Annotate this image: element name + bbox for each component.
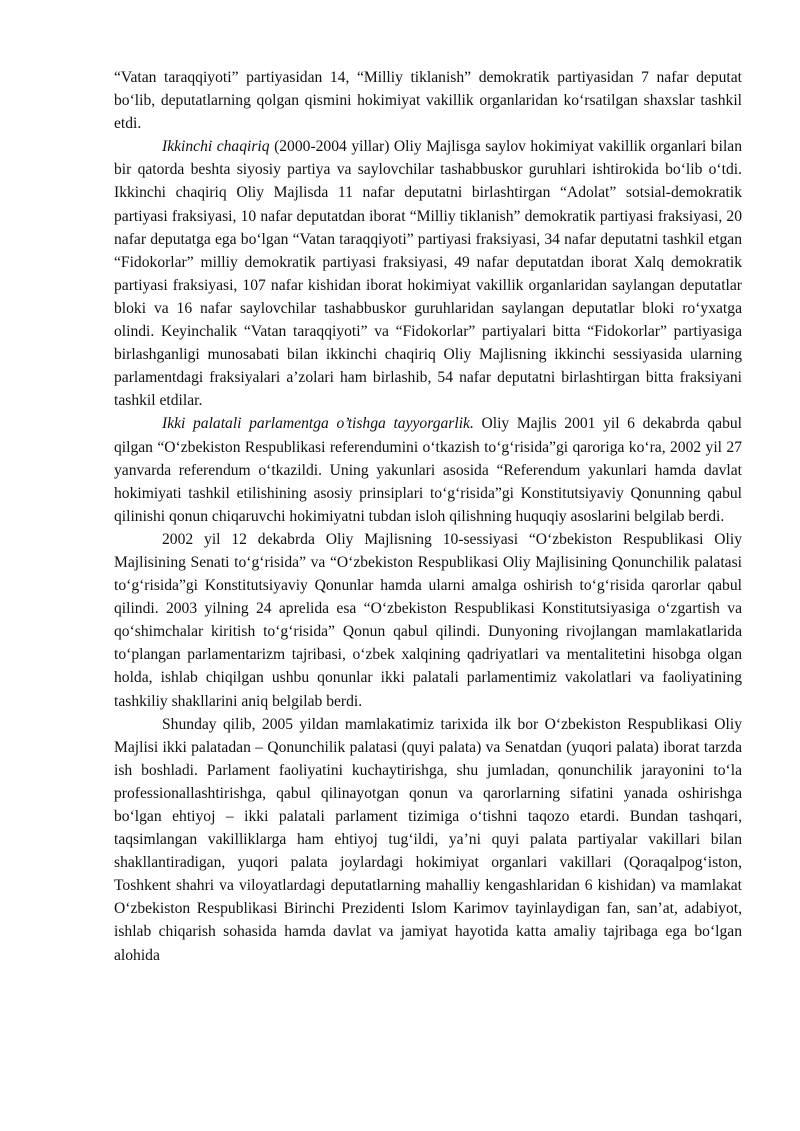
paragraph-3-lead: Ikki palatali parlamentga o’tishga tayyorgarlik.: [162, 415, 474, 433]
paragraph-2: [114, 135, 742, 412]
paragraph-4-text: 2002 yil 12 dekabrda Oliy Majlisning 10-sessiyasi “Oʻzbekiston Respublikasi Oliy Majlisining Senati toʻgʻrisida” va “Oʻzbekiston Respublikasi Oliy Majlisining Qonunchilik palatasi toʻgʻrisida”gi Konstitutsiyaviy Qonunlar hamda ularni amalga oshirish toʻgʻrisida qarorlar qabul qilindi. 2003 yilning 24 aprelida esa “Oʻzbekiston Respublikasi Konstitutsiyasiga oʻzgartish va qoʻshimchalar kiritish toʻgʻrisida” Qonun qabul qilindi. Dunyoning rivojlangan mamlakatlarida toʻplangan parlamentarizm tajribasi, oʻzbek xalqining qadriyatlari va mentalitetini hisobga olgan holda, ishlab chiqilgan ushbu qonunlar ikki palatali parlamentimiz vakolatlari va faoliyatining tashkiliy shakllarini aniq belgilab berdi.: [114, 530, 742, 710]
paragraph-1-text: “Vatan taraqqiyoti” partiyasidan 14, “Milliy tiklanish” demokratik partiyasidan 7 nafar deputat boʻlib, deputatlarning qolgan qismini hokimiyat vakillik organlaridan koʻrsatilgan shaxslar tashkil etdi.: [114, 69, 742, 133]
paragraph-2-text: (2000-2004 yillar) Oliy Majlisga saylov hokimiyat vakillik organlari bilan bir qatorda beshta siyosiy partiya va saylovchilar tashabbuskor guruhlari ishtirokida boʻlib oʻtdi. Ikkinchi chaqiriq Oliy Majlisda 11 nafar deputatni birlashtirgan “Adolat” sotsial-demokratik partiyasi fraksiyasi, 10 nafar deputatdan iborat “Milliy tiklanish” demokratik partiyasi fraksiyasi, 20 nafar deputatga ega boʻlgan “Vatan taraqqiyoti” partiyasi fraksiyasi, 34 nafar deputatni tashkil etgan “Fidokorlar” milliy demokratik partiyasi fraksiyasi, 49 nafar deputatdan iborat Xalq demokratik partiyasi fraksiyasi, 107 nafar kishidan iborat hokimiyat vakillik organlaridan saylangan deputatlar bloki va 16 nafar saylovchilar tashabbuskor guruhlaridan saylangan deputatlar bloki roʻyxatga olindi. Keyinchalik “Vatan taraqqiyoti” va “Fidokorlar” partiyalari bitta “Fidokorlar” partiyasiga birlashganligi munosabati bilan ikkinchi chaqiriq Oliy Majlisning ikkinchi sessiyasida ularning parlamentdagi fraksiyalari a’zolari ham birlashib, 54 nafar deputatni birlashtirgan bitta fraksiyani tashkil etdilar.: [114, 138, 742, 410]
paragraph-3: [114, 412, 742, 527]
paragraph-1: [114, 66, 742, 135]
paragraph-5: [114, 713, 742, 967]
paragraph-2-lead: Ikkinchi chaqiriq: [162, 138, 270, 156]
paragraph-5-text: Shunday qilib, 2005 yildan mamlakatimiz tarixida ilk bor Oʻzbekiston Respublikasi Oliy Majlisi ikki palatadan – Qonunchilik palatasi (quyi palata) va Senatdan (yuqori palata) iborat tarzda ish boshladi. Parlament faoliyatini kuchaytirishga, shu jumladan, qonunchilik jarayonini toʻla professionallashtirishga, qabul qilinayotgan qonun va qarorlarning sifatini yanada oshirishga boʻlgan ehtiyoj – ikki palatali parlament tizimiga oʻtishni taqozo etardi. Bundan tashqari, taqsimlangan vakilliklarga ham ehtiyoj tugʻildi, ya’ni quyi palata partiyalar vakillari bilan shakllantiradigan, yuqori palata joylardagi hokimiyat organlari vakillari (Qoraqalpogʻiston, Toshkent shahri va viloyatlardagi deputatlarning mahalliy kengashlaridan 6 kishidan) va mamlakat Oʻzbekiston Respublikasi Birinchi Prezidenti Islom Karimov tayinlaydigan fan, san’at, adabiyot, ishlab chiqarish sohasida hamda davlat va jamiyat hayotida katta amaliy tajribaga ega boʻlgan alohida: [114, 715, 742, 964]
paragraph-3-text: Oliy Majlis 2001 yil 6 dekabrda qabul qilgan “Oʻzbekiston Respublikasi referendumini oʻtkazish toʻgʻrisida”gi qaroriga koʻra, 2002 yil 27 yanvarda referendum oʻtkazildi. Uning yakunlari asosida “Referendum yakunlari hamda davlat hokimiyati tashkil etilishining asosiy prinsiplari toʻgʻrisida”gi Konstitutsiyaviy Qonunning qabul qilinishi qonun chiqaruvchi hokimiyatni tubdan isloh qilishning huquqiy asoslarini belgilab berdi.: [114, 415, 742, 525]
document-body: [114, 66, 742, 967]
paragraph-4: [114, 528, 742, 713]
